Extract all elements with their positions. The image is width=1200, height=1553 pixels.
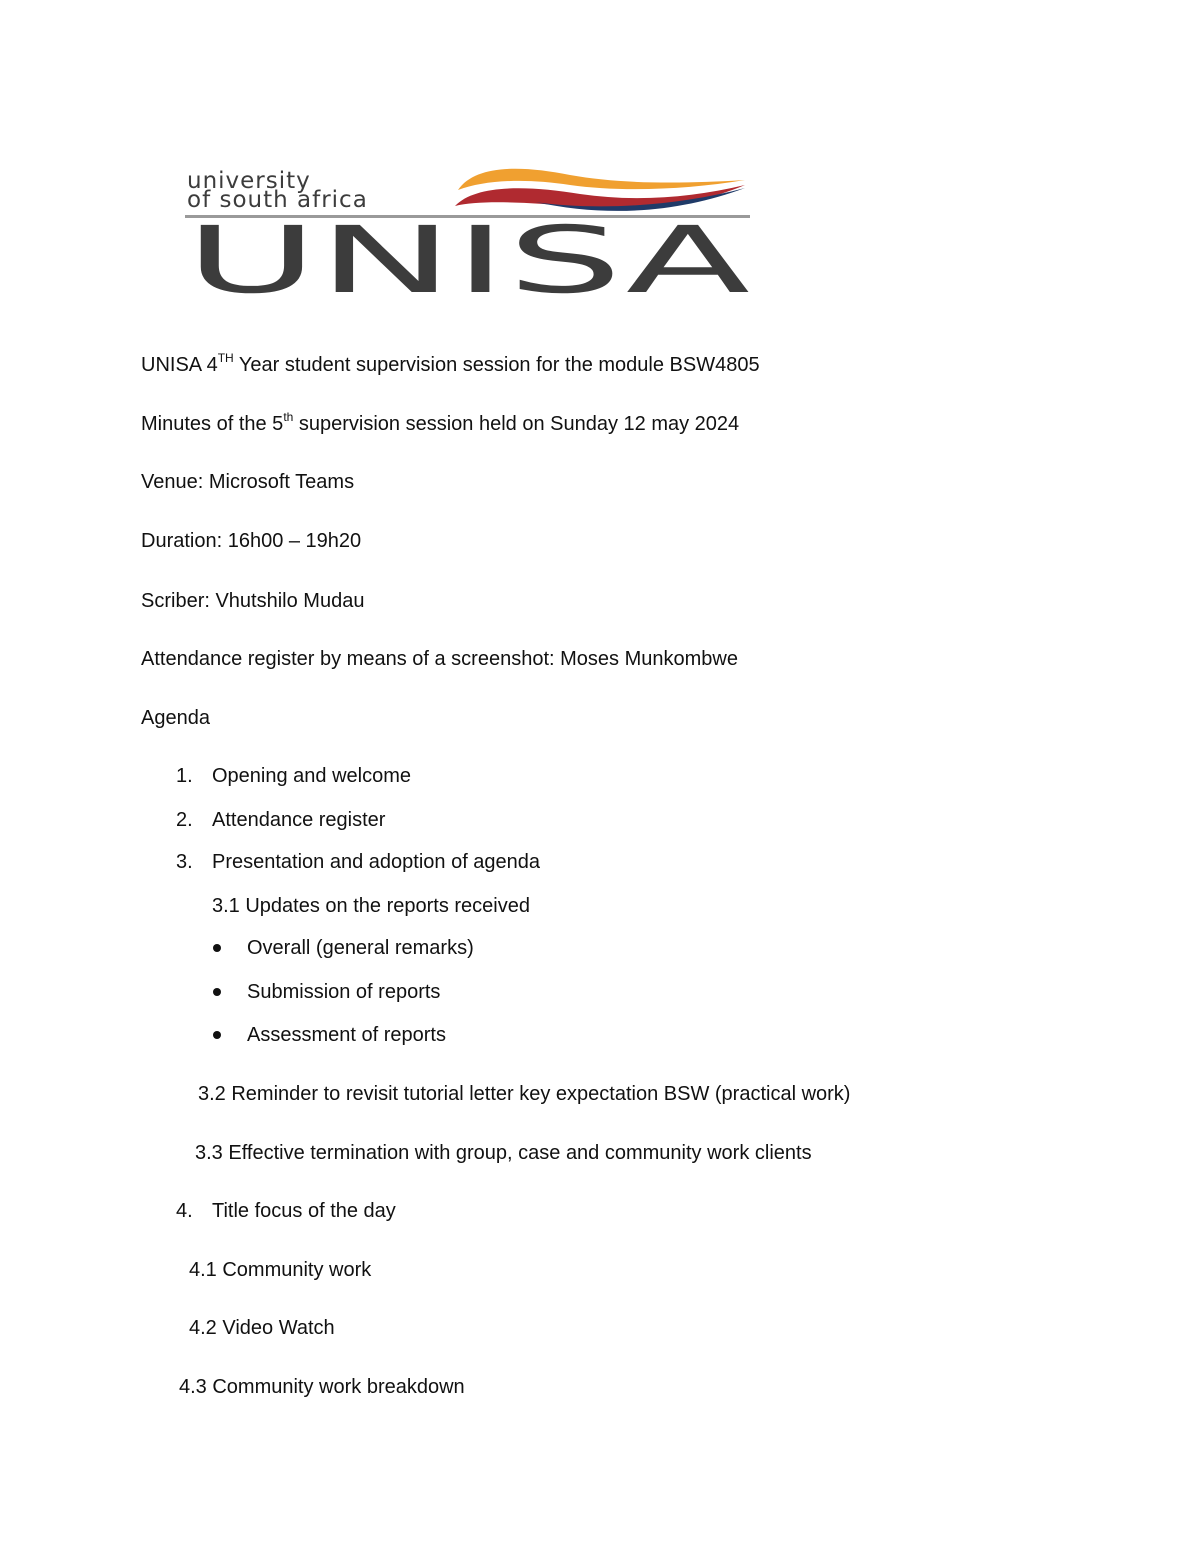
scriber-line: Scriber: Vhutshilo Mudau [141, 590, 365, 612]
logo-of-south-africa-text: of south africa [187, 187, 368, 213]
minutes-line: Minutes of the 5th supervision session held on Sunday 12 may 2024 [141, 410, 740, 435]
venue-line: Venue: Microsoft Teams [141, 471, 355, 493]
unisa-logo [140, 140, 790, 310]
bullet-icon [213, 1031, 221, 1039]
agenda-sub-4-3: 4.3 Community work breakdown [179, 1376, 465, 1398]
duration-line: Duration: 16h00 – 19h20 [141, 530, 362, 552]
bullet-icon [213, 988, 221, 996]
agenda-item-3: 3. Presentation and adoption of agenda [176, 851, 541, 873]
agenda-sub-3-1: 3.1 Updates on the reports received [212, 895, 530, 917]
logo-red-swoosh [455, 185, 745, 209]
bullet-item-assessment: Assessment of reports [247, 1024, 446, 1046]
agenda-item-4: 4. Title focus of the day [176, 1200, 396, 1222]
agenda-heading: Agenda [141, 707, 210, 729]
agenda-sub-4-1: 4.1 Community work [189, 1259, 372, 1281]
logo-unisa-wordmark: UNISA [185, 207, 751, 310]
bullet-icon [213, 944, 221, 952]
logo-orange-swoosh [458, 169, 745, 190]
bullet-item-overall: Overall (general remarks) [247, 937, 474, 959]
agenda-item-1: 1. Opening and welcome [176, 765, 412, 787]
attendance-line: Attendance register by means of a screenshot: Moses Munkombwe [141, 648, 738, 670]
session-title: UNISA 4TH Year student supervision session for the module BSW4805 [141, 351, 760, 376]
logo-university-text: university [187, 168, 311, 194]
bullet-item-submission: Submission of reports [247, 981, 441, 1003]
agenda-sub-4-2: 4.2 Video Watch [189, 1317, 335, 1339]
agenda-item-2: 2. Attendance register [176, 809, 386, 831]
agenda-sub-3-2: 3.2 Reminder to revisit tutorial letter key expectation BSW (practical work) [198, 1083, 851, 1105]
agenda-sub-3-3: 3.3 Effective termination with group, case and community work clients [195, 1142, 812, 1164]
